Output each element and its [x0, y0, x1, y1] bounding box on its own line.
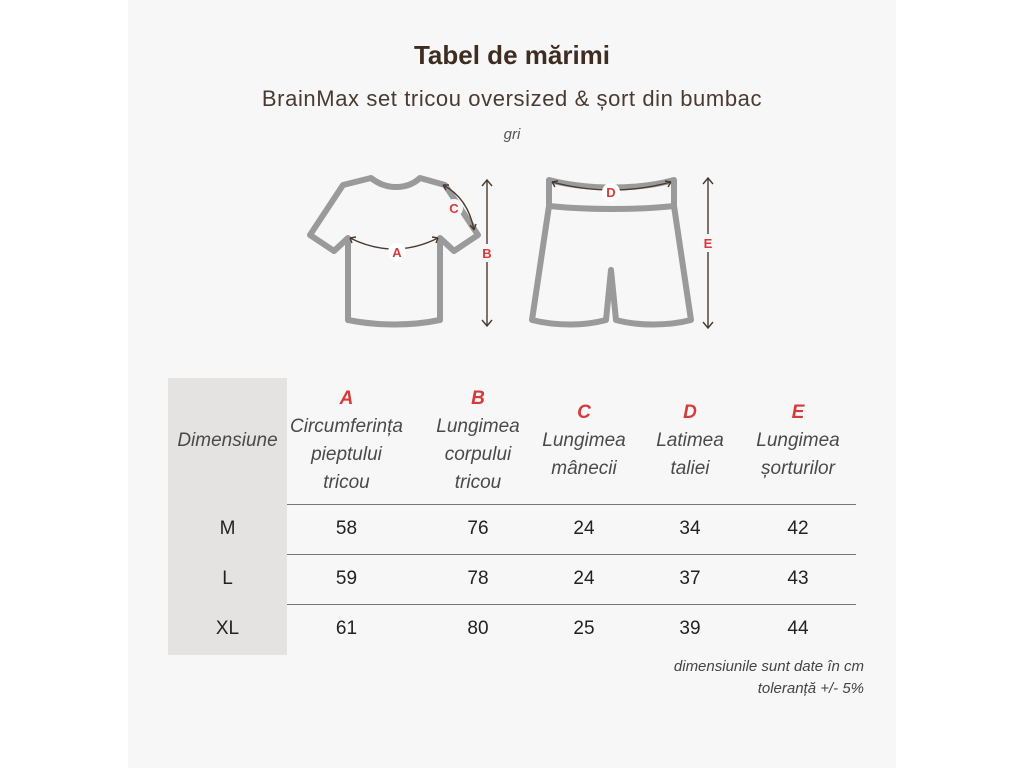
size-cell: L [222, 568, 233, 589]
value-b-cell: 78 [467, 568, 489, 589]
size-cell: XL [215, 618, 240, 639]
value-c-cell: 24 [573, 518, 595, 539]
color-label: gri [503, 126, 521, 143]
measure-d-label: D [606, 185, 616, 200]
page-title: Tabel de mărimi [413, 40, 611, 70]
header-letter-a: A [339, 388, 354, 409]
value-a-cell: 61 [335, 618, 358, 639]
header-a-line-2: pieptului [311, 444, 382, 465]
garment-diagram [128, 0, 896, 370]
header-d-line-1: Latimea [656, 430, 724, 451]
tolerance-note: toleranță +/- 5% [757, 680, 864, 697]
header-col-a [287, 378, 406, 504]
header-a-line-3: tricou [323, 472, 370, 493]
header-c-line-2: mânecii [551, 458, 617, 479]
measure-b-arrow [478, 180, 496, 326]
header-letter-e: E [791, 402, 805, 423]
header-e-line-1: Lungimea [756, 430, 840, 451]
header-letter-b: B [471, 388, 485, 409]
units-note: dimensiunile sunt date în cm [673, 658, 864, 675]
value-c-cell: 25 [573, 618, 595, 639]
measure-c-label: C [449, 201, 459, 216]
header-d-line-2: taliei [670, 458, 710, 479]
value-b-cell: 76 [467, 518, 489, 539]
measure-a-arrow [350, 237, 438, 261]
header-b-line-2: corpului [444, 444, 512, 465]
header-b-line-1: Lungimea [436, 416, 520, 437]
value-e-cell: 42 [787, 518, 809, 539]
measure-a-label: A [392, 245, 402, 260]
measure-e-arrow [699, 178, 717, 328]
header-col-d [640, 378, 740, 504]
value-d-cell: 34 [679, 518, 701, 539]
value-b-cell: 80 [467, 618, 489, 639]
measure-e-label: E [703, 236, 713, 251]
value-a-cell: 58 [335, 518, 358, 539]
value-d-cell: 37 [679, 568, 701, 589]
header-a-line-1: Circumferința [290, 416, 403, 437]
size-cell: M [219, 518, 236, 539]
value-d-cell: 39 [679, 618, 701, 639]
shorts-icon [532, 180, 691, 325]
size-chart-panel [128, 0, 896, 768]
dimension-header: Dimensiune [177, 430, 278, 451]
value-a-cell: 59 [335, 568, 358, 589]
table-row [168, 554, 856, 604]
header-col-e [740, 378, 856, 504]
measure-b-label: B [482, 246, 492, 261]
product-subtitle: BrainMax set tricou oversized & șort din bumbac [261, 86, 763, 111]
header-b-line-3: tricou [454, 472, 502, 493]
header-col-c [534, 378, 634, 504]
value-e-cell: 43 [787, 568, 809, 589]
value-c-cell: 24 [573, 568, 595, 589]
header-e-line-2: șorturilor [761, 458, 835, 479]
header-c-line-1: Lungimea [542, 430, 626, 451]
table-row [168, 504, 856, 554]
header-letter-d: D [683, 402, 697, 423]
table-row [168, 604, 856, 654]
header-letter-c: C [577, 402, 591, 423]
value-e-cell: 44 [787, 618, 809, 639]
header-col-b [418, 378, 538, 504]
